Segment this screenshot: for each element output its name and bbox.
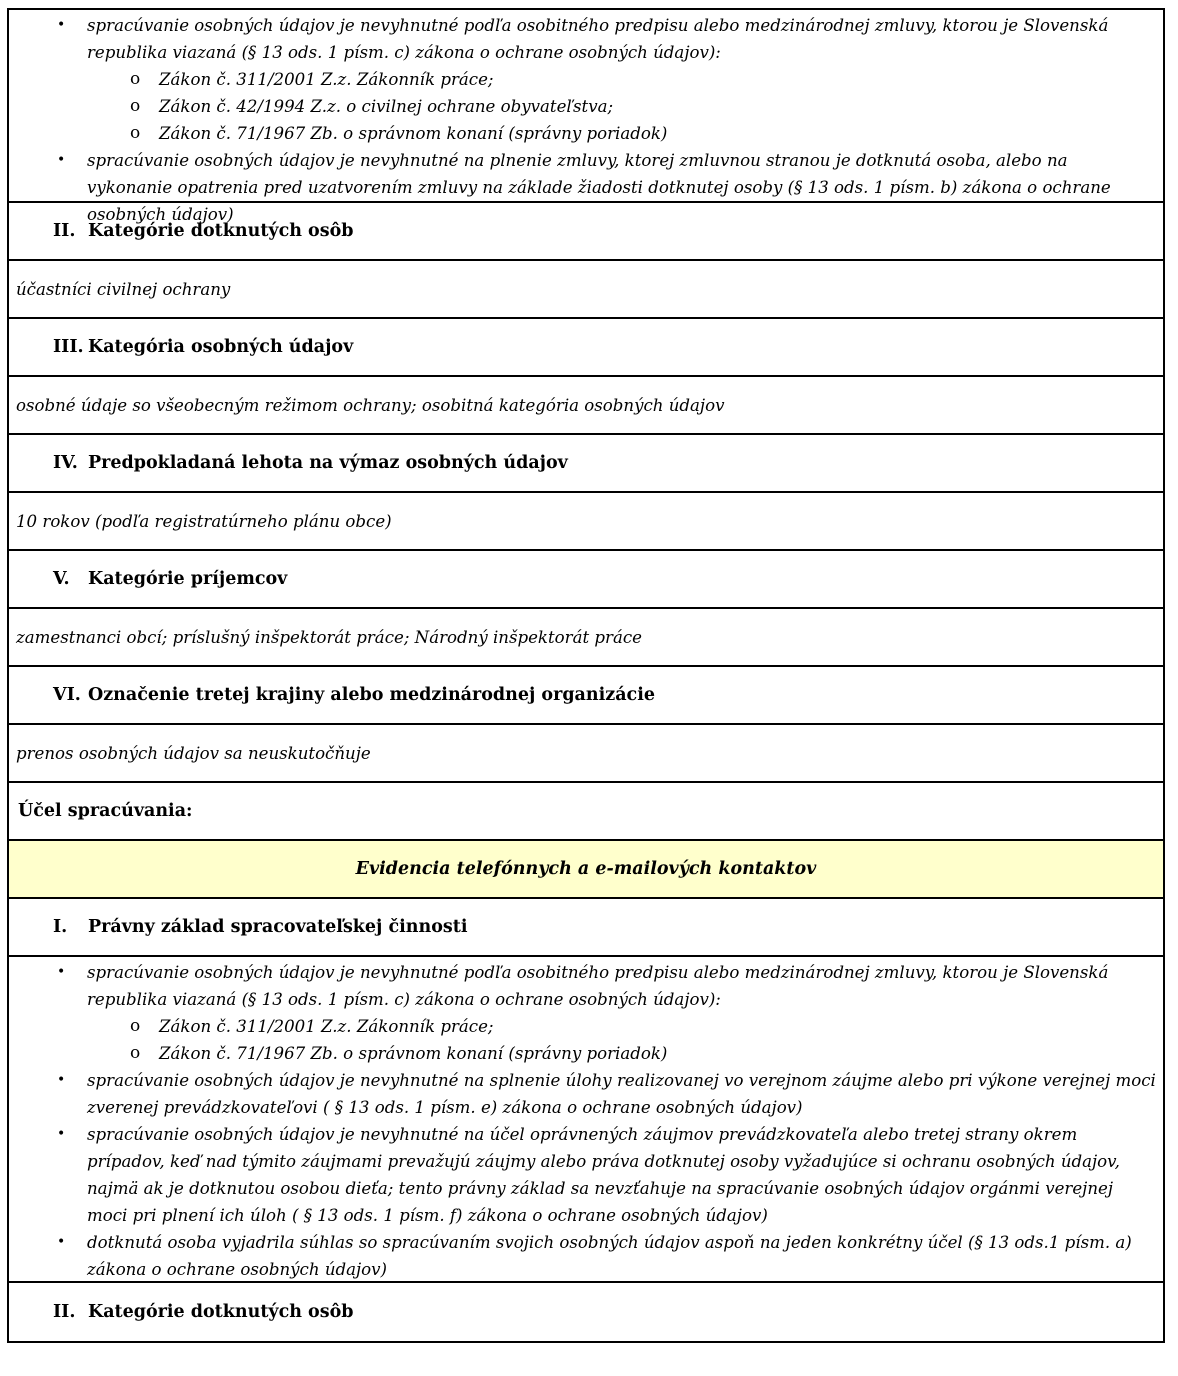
section-heading-data-category [9,319,1163,377]
section-value-text: zamestnanci obcí; príslušný inšpektorát práce; Národný inšpektorát práce [16,627,642,647]
section-heading-data-subjects [9,203,1163,261]
purpose-title: Evidencia telefónnych a e-mailových kontaktov [355,859,817,879]
list-item [17,12,1157,66]
section-value-text: prenos osobných údajov sa neuskutočňuje [16,743,371,763]
sub-list-item-text: Zákon č. 311/2001 Z.z. Zákonník práce; [159,70,494,89]
bullet-icon: • [57,1126,66,1142]
section-heading-data-subjects-2 [9,1283,1163,1341]
section-value-text: osobné údaje so všeobecným režimom ochrany; osobitná kategória osobných údajov [16,395,725,415]
section-number: III. [53,337,84,357]
sub-list-item [17,66,1157,93]
sub-list-item-text: Zákon č. 42/1994 Z.z. o civilnej ochrane obyvateľstva; [159,97,614,116]
section-number: V. [53,569,70,589]
section-value [9,725,1163,783]
purpose-title-banner [9,841,1163,899]
list-item [17,1067,1157,1121]
bullet-icon: • [57,964,66,980]
section-title: Kategórie dotknutých osôb [88,1302,354,1322]
section-title: Právny základ spracovateľskej činnosti [88,917,468,937]
section-value [9,493,1163,551]
section-number: II. [53,221,76,241]
list-item-text: dotknutá osoba vyjadrila súhlas so spracúvaním svojich osobných údajov aspoň na jeden konkrétny účel (§ 13 ods.1 písm. a) zákona o ochrane osobných údajov) [87,1233,1132,1279]
list-item-text: spracúvanie osobných údajov je nevyhnutné na účel oprávnených záujmov prevádzkovateľa alebo tretej strany okrem prípadov, keď nad týmito záujmami prevažujú záujmy alebo práva dotknutej osoby vyžadujúce si ochranu osobných údajov, najmä ak je dotknutou osobou dieťa; tento právny základ sa nevzťahuje na spracúvanie osobných údajov orgánmi verejnej moci pri plnení ich úloh ( § 13 ods. 1 písm. f) zákona o ochrane osobných údajov) [87,1125,1120,1225]
section-heading-recipients [9,551,1163,609]
section-value [9,261,1163,319]
section-heading-third-country [9,667,1163,725]
circle-bullet-icon: o [130,96,141,116]
sub-list-item [17,1040,1157,1067]
section-value [9,609,1163,667]
sub-list-item-text: Zákon č. 71/1967 Zb. o správnom konaní (správny poriadok) [159,1044,668,1063]
list-item [17,1121,1157,1229]
circle-bullet-icon: o [130,1016,141,1036]
sub-list-item [17,120,1157,147]
sub-list-item [17,93,1157,120]
list-item-text: spracúvanie osobných údajov je nevyhnutné podľa osobitného predpisu alebo medzinárodnej zmluvy, ktorou je Slovenská republika viazaná (§ 13 ods. 1 písm. c) zákona o ochrane osobných údajov): [87,963,1109,1009]
circle-bullet-icon: o [130,69,141,89]
bullet-icon: • [57,17,66,33]
circle-bullet-icon: o [130,1043,141,1063]
section-title: Predpokladaná lehota na výmaz osobných údajov [88,453,568,473]
section-number: VI. [53,685,81,705]
section-title: Kategória osobných údajov [88,337,354,357]
list-item [17,1229,1157,1283]
section-value [9,377,1163,435]
bullet-icon: • [57,1234,66,1250]
sub-list-item [17,1013,1157,1040]
list-item-text: spracúvanie osobných údajov je nevyhnutné podľa osobitného predpisu alebo medzinárodnej zmluvy, ktorou je Slovenská republika viazaná (§ 13 ods. 1 písm. c) zákona o ochrane osobných údajov): [87,16,1109,62]
bullet-icon: • [57,1072,66,1088]
section-title: Kategórie príjemcov [88,569,288,589]
legal-basis-list-2 [9,957,1163,1283]
processing-records-table [7,8,1165,1343]
section-title: Označenie tretej krajiny alebo medzinárodnej organizácie [88,685,655,705]
bullet-icon: • [57,152,66,168]
section-number: IV. [53,453,78,473]
section-value-text: účastníci civilnej ochrany [16,279,231,299]
section-heading-deletion-period [9,435,1163,493]
list-item-text: spracúvanie osobných údajov je nevyhnutné na plnenie zmluvy, ktorej zmluvnou stranou je dotknutá osoba, alebo na vykonanie opatrenia pred uzatvorením zmluvy na základe žiadosti dotknutej osoby (§ 13 ods. 1 písm. b) zákona o ochrane osobných údajov) [87,151,1111,224]
legal-basis-list-1 [9,10,1163,224]
section-title: Kategórie dotknutých osôb [88,221,354,241]
sub-list-item-text: Zákon č. 71/1967 Zb. o správnom konaní (správny poriadok) [159,124,668,143]
processing-purpose-label [9,783,1163,841]
section-heading-legal-basis [9,899,1163,957]
processing-purpose-label-text: Účel spracúvania: [18,801,193,821]
section-value-text: 10 rokov (podľa registratúrneho plánu obce) [16,511,392,531]
list-item-text: spracúvanie osobných údajov je nevyhnutné na splnenie úlohy realizovanej vo verejnom záujme alebo pri výkone verejnej moci zverenej prevádzkovateľovi ( § 13 ods. 1 písm. e) zákona o ochrane osobných údajov) [87,1071,1156,1117]
section-number: II. [53,1302,76,1322]
sub-list-item-text: Zákon č. 311/2001 Z.z. Zákonník práce; [159,1017,494,1036]
circle-bullet-icon: o [130,123,141,143]
section-number: I. [53,917,68,937]
list-item [17,959,1157,1013]
